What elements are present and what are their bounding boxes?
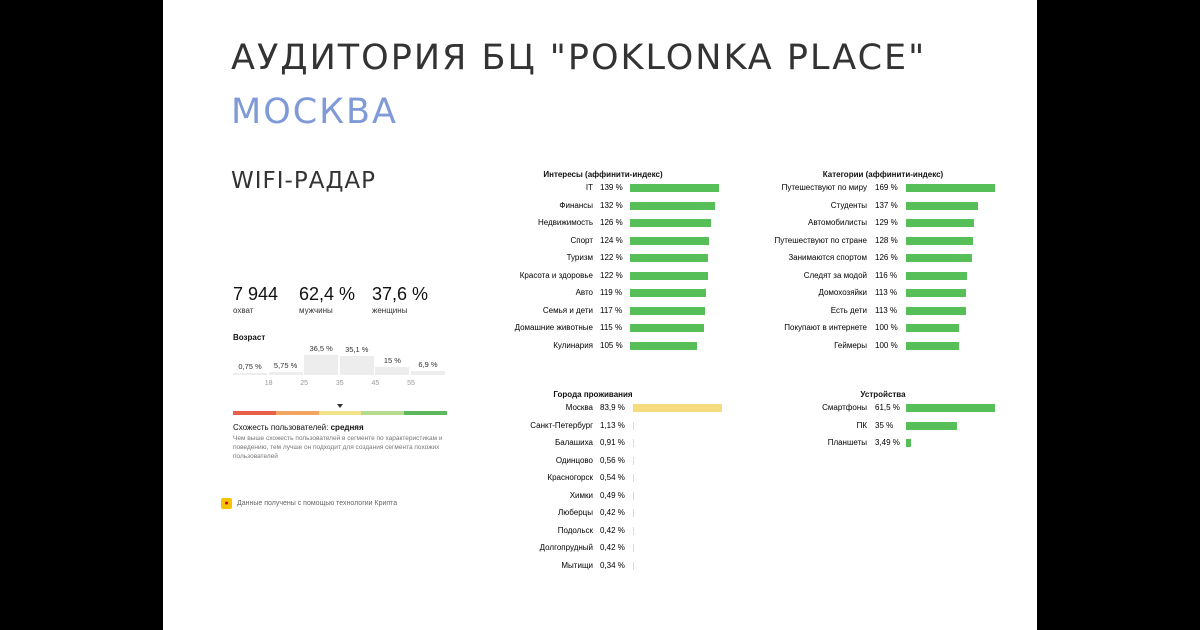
devices-value: 35 % [875,420,894,430]
interests-value: 122 % [600,270,623,280]
age-tick-label: 18 [264,380,273,387]
categories-bar [906,237,973,245]
cities-bar [633,527,634,535]
categories-bar [906,324,959,332]
interests-bar [630,289,706,297]
interests-value: 139 % [600,183,623,192]
crypta-logo-icon: ● [221,498,232,509]
interests-bar [630,272,708,280]
categories-bar [906,307,966,315]
cities-bar [633,544,634,552]
categories-label: Путешествуют по миру [781,183,867,192]
interests-label: Авто [575,288,593,297]
interests-value: 126 % [600,218,623,227]
cities-label: Балашиха [554,438,593,447]
cities-bar [633,474,634,482]
stat-value: 7 944 [233,284,279,304]
categories-label: Автомобилисты [808,218,867,227]
cities-value: 0,34 % [600,560,625,570]
age-tick-label: 25 [300,380,309,387]
interests-value: 119 % [600,288,623,297]
age-bar [375,367,409,375]
interests-label: Финансы [559,200,593,210]
devices-value: 61,5 % [875,403,900,412]
cities-label: Подольск [557,525,593,535]
interests-label: IT [585,183,593,192]
categories-bar [906,219,974,227]
cities-value: 0,56 % [600,455,625,465]
interests-value: 124 % [600,235,623,245]
similarity-scale-segment [319,411,362,415]
categories-value: 129 % [875,218,898,227]
interests-bar [630,237,709,245]
categories-label: Геймеры [834,340,867,350]
interests-value: 105 % [600,340,623,350]
cities-bar [633,404,722,412]
cities-title: Города проживания [553,390,633,399]
similarity-scale-segment [276,411,319,415]
cities-label: Химки [569,490,593,500]
age-chart [233,343,447,391]
categories-bar [906,342,959,350]
cities-label: Долгопрудный [539,543,593,552]
interests-bar [630,307,705,315]
interests-bar [630,219,711,227]
cities-bar [633,439,634,447]
categories-bar [906,272,967,280]
categories-value: 137 % [875,200,898,210]
age-bar-label: 35,1 % [345,344,369,354]
interests-label: Туризм [566,253,593,262]
slide [163,0,1037,630]
stat-value: 37,6 % [372,284,429,304]
categories-bar [906,202,978,210]
categories-label: Покупают в интернете [784,323,867,332]
age-title: Возраст [233,333,266,342]
age-bar-label: 6,9 % [418,360,438,370]
devices-bar [906,404,995,412]
cities-label: Мытищи [561,560,593,570]
stat-label: женщины [372,306,408,315]
similarity-scale-segment [404,411,447,415]
categories-title: Категории (аффинити-индекс) [822,170,944,179]
similarity-label: Схожесть пользователей: [233,423,329,432]
interests-value: 132 % [600,200,623,210]
similarity-marker [337,404,343,408]
interests-title: Интересы (аффинити-индекс) [543,170,663,179]
section-title: WIFI-РАДАР [231,168,377,194]
source-text: Данные получены с помощью технологии Крипта [237,500,398,507]
cities-label: Люберцы [558,508,593,517]
age-bar [269,372,303,375]
categories-value: 113 % [875,288,898,297]
devices-title: Устройства [860,390,906,399]
categories-value: 128 % [875,235,898,245]
interests-label: Недвижимость [537,218,593,227]
interests-label: Красота и здоровье [519,270,593,280]
cities-label: Санкт-Петербург [530,420,593,430]
categories-label: Занимаются спортом [788,253,867,262]
devices-label: ПК [856,420,867,430]
interests-label: Кулинария [553,340,593,350]
categories-bar [906,254,972,262]
similarity-title [233,423,364,432]
cities-value: 0,54 % [600,473,625,482]
cities-value: 0,91 % [600,438,625,447]
similarity-scale-segment [361,411,404,415]
age-bar [340,356,374,375]
devices-bar [906,439,911,447]
age-bar-label: 15 % [383,355,401,365]
devices-bar [906,422,957,430]
categories-value: 100 % [875,323,898,332]
categories-bar [906,289,966,297]
categories-value: 126 % [875,253,898,262]
interests-bar [630,184,719,192]
cities-label: Москва [565,403,593,412]
interests-label: Семья и дети [542,305,593,315]
age-bar-label: 36,5 % [309,344,333,353]
interests-bar [630,254,708,262]
cities-value: 0,49 % [600,490,625,500]
cities-value: 0,42 % [600,508,625,517]
categories-bar [906,184,995,192]
cities-label: Красногорск [547,473,593,482]
interests-bar [630,324,704,332]
age-bar [411,371,445,375]
categories-label: Домохозяйки [818,288,867,297]
age-bar-label: 0,75 % [238,362,262,371]
categories-label: Есть дети [830,305,867,315]
interests-value: 122 % [600,253,623,262]
interests-bar [630,202,715,210]
cities-bar [633,562,634,570]
cities-label: Одинцово [555,455,593,465]
stat-label: мужчины [299,306,333,315]
cities-value: 0,42 % [600,525,625,535]
cities-bar [633,492,634,500]
stat-women [372,284,428,315]
cities-value: 83,9 % [600,403,625,412]
interests-label: Домашние животные [514,323,593,332]
devices-value: 3,49 % [875,438,900,447]
categories-value: 113 % [875,305,898,315]
similarity-description: Чем выше схожесть пользователей в сегменте по характеристикам и поведению, тем лучше он подходит для создания сегмента похожих пользователей [233,435,443,460]
cities-value: 0,42 % [600,543,625,552]
categories-label: Следят за модой [803,270,867,280]
cities-value: 1,13 % [600,420,625,430]
age-bar [304,355,338,375]
stat-label: охват [233,306,254,315]
stat-reach [233,284,278,315]
interests-bar [630,342,697,350]
age-bar-label: 5,75 % [273,360,298,370]
similarity-scale-segment [233,411,276,415]
categories-label: Студенты [830,200,867,210]
page-title: АУДИТОРИЯ БЦ "POKLONKA PLACE" [231,38,927,78]
interests-value: 117 % [600,305,623,315]
stat-men [299,284,355,315]
devices-label: Смартфоны [822,403,867,412]
page-subtitle: МОСКВА [231,92,398,132]
interests-label: Спорт [570,235,593,245]
source-note [221,498,397,509]
cities-bar [633,457,634,465]
categories-value: 169 % [875,183,898,192]
similarity-scale [233,411,447,415]
stat-value: 62,4 % [299,284,356,304]
devices-label: Планшеты [827,438,867,447]
age-tick-label: 55 [407,380,415,387]
similarity-value: средняя [330,423,364,432]
cities-bar [633,422,634,430]
cities-bar [633,509,634,517]
age-bar [233,373,267,375]
categories-value: 100 % [875,340,898,350]
interests-value: 115 % [600,323,623,332]
age-tick-label: 45 [371,380,380,387]
categories-value: 116 % [875,270,898,280]
age-tick-label: 35 [335,380,344,387]
categories-label: Путешествуют по стране [774,235,867,245]
